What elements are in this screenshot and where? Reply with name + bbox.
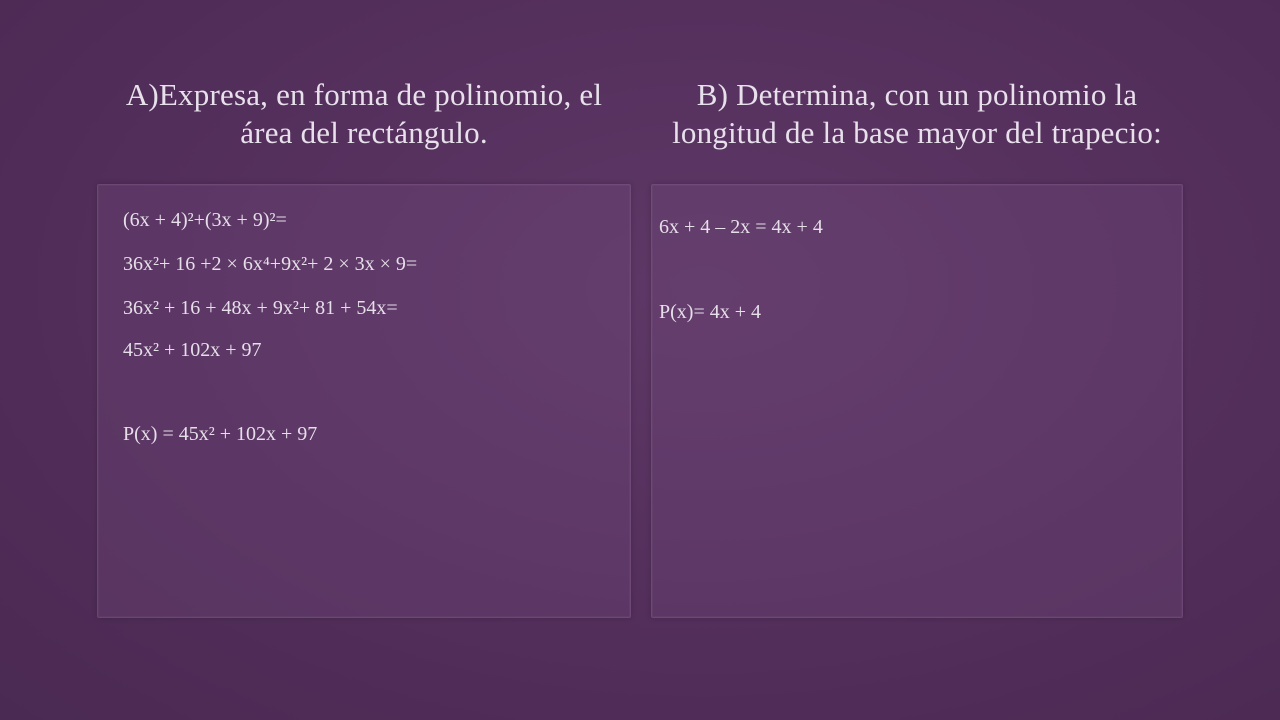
panel-b-result: P(x)= 4x + 4 [659,301,762,323]
panel-a-line-4: 45x² + 102x + 97 [123,339,262,361]
panel-a-line-1: (6x + 4)²+(3x + 9)²= [123,209,287,231]
panel-a-result: P(x) = 45x² + 102x + 97 [123,423,318,445]
panel-a-line-2: 36x²+ 16 +2 × 6x⁴+9x²+ 2 × 3x × 9= [123,253,418,275]
heading-b: B) Determina, con un polinomio la longitud de la base mayor del trapecio: [672,77,1162,150]
panel-a-line-3: 36x² + 16 + 48x + 9x²+ 81 + 54x= [123,297,398,319]
content-panel-b [651,184,1183,618]
panel-b-line-1: 6x + 4 – 2x = 4x + 4 [659,216,823,238]
heading-a: A)Expresa, en forma de polinomio, el área del rectángulo. [125,77,603,150]
content-panel-a [97,184,631,618]
